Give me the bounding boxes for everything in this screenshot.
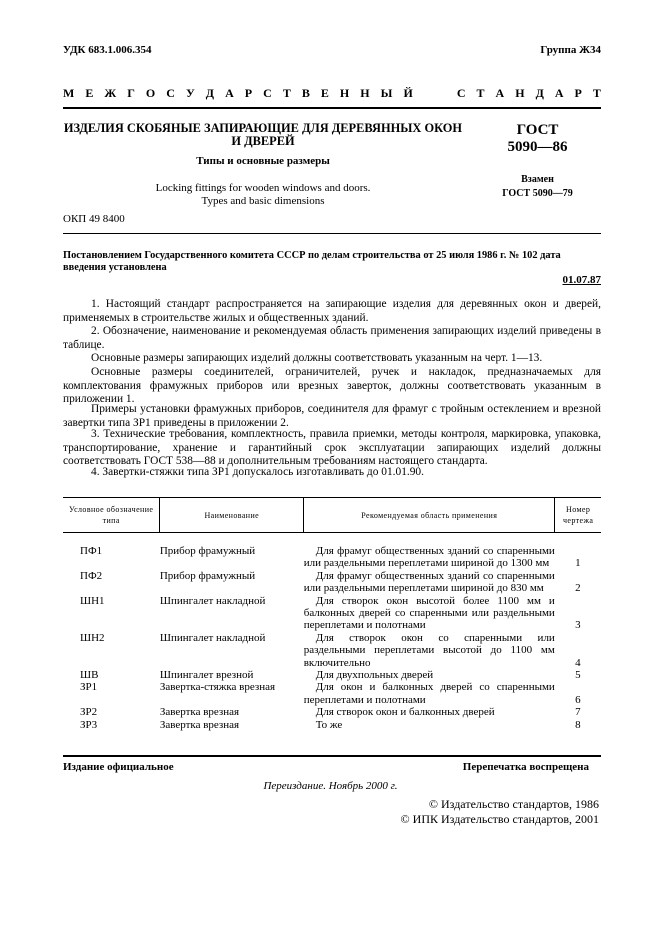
- okp-code: ОКП 49 8400: [63, 213, 125, 225]
- cell-drawing: 3: [575, 619, 581, 632]
- cell-use: Для двухпольных дверей: [315, 669, 434, 682]
- reprint-prohibited: Перепечатка воспрещена: [462, 761, 589, 773]
- cell-name: Шпингалет врезной: [159, 669, 254, 682]
- header-drawing: Номер чертежа: [555, 498, 601, 533]
- header-use: Рекомендуемая область применения: [304, 498, 555, 533]
- english-title: Locking fittings for wooden windows and doors. Types and basic dimensions: [155, 182, 371, 207]
- cell-name: Прибор фрамужный: [159, 569, 256, 582]
- paragraph-2-sizes: Основные размеры запирающих изделий должны соответствовать указанным на черт. 1—13.: [91, 352, 543, 364]
- cell-use: Для фрамуг общественных зданий со спаренными или раздельными переплетами шириной до 830 мм: [303, 569, 555, 595]
- header-name: Наименование: [160, 498, 304, 533]
- cell-use: Для створок окон и балконных дверей: [315, 706, 495, 719]
- cell-use: То же: [315, 718, 343, 731]
- types-table: [63, 497, 601, 731]
- cell-use: Для окон и балконных дверей со спаренными переплетами и полотнами: [303, 681, 555, 706]
- document-title: ИЗДЕЛИЯ СКОБЯНЫЕ ЗАПИРАЮЩИЕ ДЛЯ ДЕРЕВЯННЫХ ОКОН И ДВЕРЕЙ: [63, 121, 463, 148]
- cell-drawing: 8: [575, 718, 581, 731]
- header-code: Условное обозначение типа: [63, 498, 160, 533]
- cell-name: Завертка-стяжка врезная: [159, 681, 276, 694]
- cell-code: ЗР2: [80, 706, 98, 719]
- document-subtitle: Типы и основные размеры: [196, 155, 330, 167]
- cell-drawing: 1: [575, 557, 581, 570]
- title-rule: [63, 233, 601, 234]
- cell-code: ШН2: [80, 631, 105, 644]
- cell-drawing: 4: [575, 656, 581, 669]
- cell-code: ЗР1: [80, 681, 98, 694]
- effective-date: 01.07.87: [562, 274, 601, 286]
- table-row: [63, 681, 601, 706]
- paragraph-3: 3. Технические требования, комплектность, правила приемки, методы контроля, маркировка, упаковка, транспортирование, хранение и гарантийный срок эксплуатации запирающих изделий должны соответствовать ГОСТ 538—88 и дополнительным требованиям настоящего стандарта.: [63, 428, 601, 468]
- table-row: [63, 669, 601, 681]
- banner-rule: [63, 107, 601, 109]
- cell-drawing: 2: [575, 582, 581, 595]
- cell-code: ШН1: [80, 594, 105, 607]
- cell-code: ПФ2: [80, 569, 103, 582]
- table-row: [63, 706, 601, 718]
- group-code: Группа Ж34: [540, 44, 601, 56]
- cell-use: Для фрамуг общественных зданий со спаренными или раздельными переплетами шириной до 1300 мм: [303, 545, 555, 570]
- decree-text: Постановлением Государственного комитета СССР по делам строительства от 25 июля 1986 г. № 102 дата введения установлена: [63, 250, 561, 274]
- table-row: [63, 545, 601, 570]
- table-row: [63, 632, 601, 669]
- paragraph-2: 2. Обозначение, наименование и рекомендуемая область применения запирающих изделий приведены в таблице.: [63, 325, 601, 351]
- paragraph-2-connectors: Основные размеры соединителей, ограничителей, ручек и накладок, предназначаемых для комплектования фрамужных приборов или врезных заверток, должны соответствовать указанным в приложении 1.: [63, 366, 601, 406]
- cell-name: Прибор фрамужный: [159, 545, 256, 557]
- cell-drawing: 5: [575, 669, 581, 682]
- table-row: [63, 595, 601, 632]
- cell-name: Шпингалет накладной: [159, 594, 266, 607]
- cell-use: Для створок окон со спаренными или раздельными переплетами высотой до 1100 мм включительно: [303, 631, 555, 669]
- paragraph-1: 1. Настоящий стандарт распространяется на запирающие изделия для деревянных окон и дверей, применяемых в строительстве жилых и общественных зданий.: [63, 298, 601, 324]
- table-header-row: [63, 498, 601, 533]
- cell-name: Завертка врезная: [159, 706, 240, 719]
- replaces-note: Взамен ГОСТ 5090—79: [502, 174, 573, 199]
- copyright-block: © Издательство стандартов, 1986 © ИПК Издательство стандартов, 2001: [400, 797, 599, 826]
- table-row: [63, 719, 601, 731]
- standard-banner: М Е Ж Г О С У Д А Р С Т В Е Н Н Ы Й С Т А Н Д А Р Т: [63, 86, 601, 100]
- cell-drawing: 6: [575, 693, 581, 706]
- paragraph-2-examples: Примеры установки фрамужных приборов, соединителя для фрамуг с тройным остеклением и врезной завертки типа ЗР1 приведены в приложении 2.: [63, 403, 601, 429]
- cell-use: Для створок окон высотой более 1100 мм и балконных дверей со спаренными или раздельными переплетами и полотнами: [303, 594, 555, 632]
- cell-code: ЗР3: [80, 718, 98, 731]
- cell-name: Шпингалет накладной: [159, 631, 266, 644]
- official-edition: Издание официальное: [63, 761, 174, 773]
- reissue-note: Переиздание. Ноябрь 2000 г.: [263, 780, 398, 792]
- udc-code: УДК 683.1.006.354: [63, 44, 152, 56]
- cell-name: Завертка врезная: [159, 718, 240, 731]
- paragraph-4: 4. Завертки-стяжки типа ЗР1 допускалось изготавливать до 01.01.90.: [91, 466, 424, 478]
- gost-number: ГОСТ 5090—86: [507, 122, 568, 155]
- footer-rule: [63, 755, 601, 757]
- cell-code: ПФ1: [80, 545, 103, 557]
- cell-drawing: 7: [575, 706, 581, 719]
- cell-code: ШВ: [80, 669, 99, 682]
- table-row: [63, 570, 601, 595]
